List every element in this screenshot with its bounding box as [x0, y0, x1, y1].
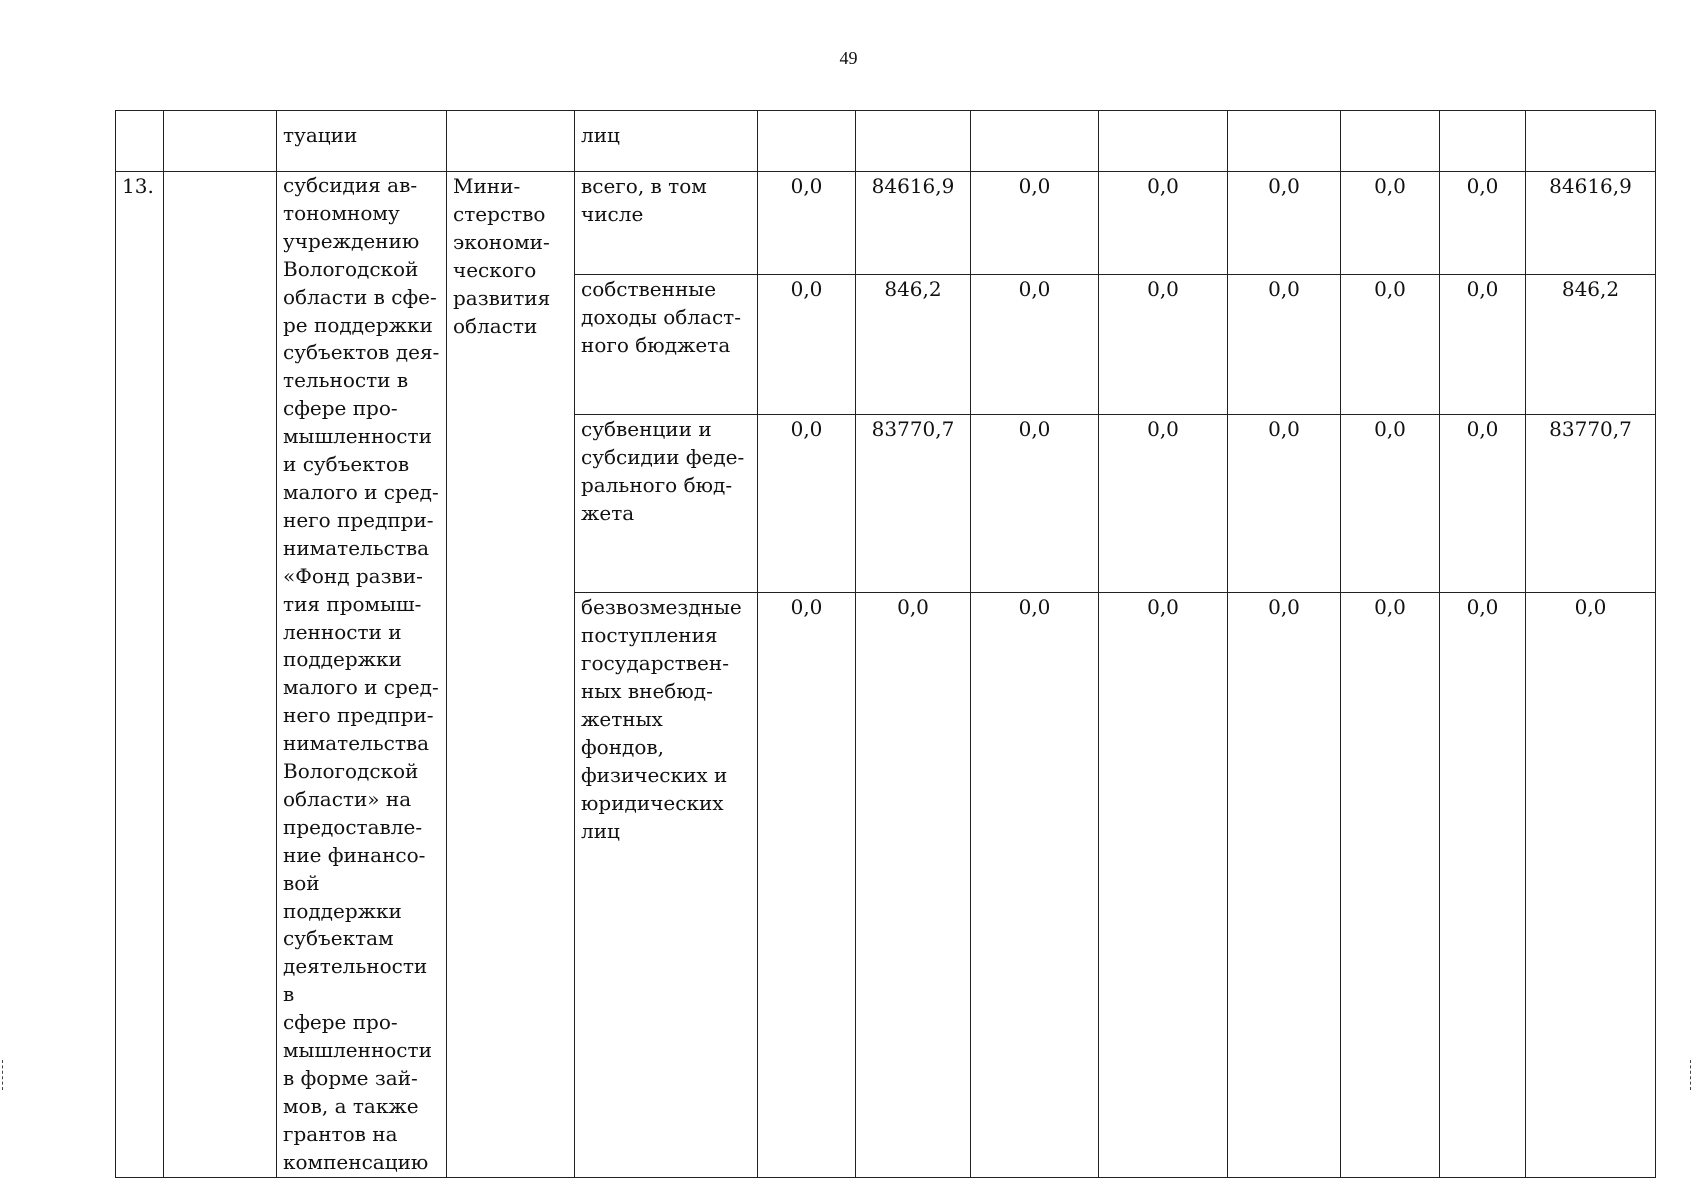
source-line: субсидии феде-: [581, 445, 745, 470]
value-cell: 0,0: [758, 415, 856, 592]
object-name-line: Вологодской: [283, 759, 419, 784]
value-cell: 0,0: [971, 415, 1099, 592]
value-cell: 83770,7: [856, 415, 971, 592]
value-cell: 0,0: [758, 592, 856, 1177]
source-line: собственные: [581, 277, 717, 302]
source-cell: [575, 275, 758, 415]
executor-line: экономи-: [453, 230, 550, 254]
object-name-line: малого и сред-: [283, 675, 439, 700]
value-cell: 0,0: [1228, 415, 1341, 592]
object-name-line: «Фонд разви-: [283, 563, 423, 588]
object-name-line: поддержки: [283, 647, 402, 672]
object-name-line: и субъектов: [283, 452, 410, 477]
executor-line: развития: [453, 286, 551, 310]
cell-empty: [116, 111, 164, 172]
object-name-line: области» на: [283, 786, 412, 811]
object-name-cell: [277, 172, 447, 1178]
source-lines: [581, 415, 751, 527]
source-lines: [581, 593, 751, 845]
source-fragment-cell: лиц: [575, 111, 758, 172]
value-cell: 0,0: [758, 172, 856, 275]
value-cell: 0,0: [1228, 592, 1341, 1177]
source-line: безвозмездные: [581, 594, 742, 619]
row-number-cell: [116, 172, 164, 1178]
object-name-line: малого и сред-: [283, 479, 439, 504]
value-cell: 0,0: [1341, 275, 1440, 415]
object-name-line: грантов на: [283, 1121, 398, 1146]
cell-empty: [1526, 111, 1656, 172]
object-name-line: компенсацию: [283, 1149, 429, 1174]
value-cell: 84616,9: [1526, 172, 1656, 275]
object-name-line: субъектов дея-: [283, 340, 440, 365]
source-line: ных внебюд-: [581, 678, 713, 703]
object-fragment-cell: туации: [277, 111, 447, 172]
cell-empty: [1099, 111, 1228, 172]
source-line: физических и: [581, 762, 728, 787]
value-cell: 0,0: [1526, 592, 1656, 1177]
object-name-line: мов, а также: [283, 1093, 419, 1118]
source-line: субвенции и: [581, 417, 712, 442]
object-name-line: сфере про-: [283, 396, 398, 421]
executor-line: Мини-: [453, 174, 521, 198]
source-line: жетных фондов,: [581, 706, 664, 759]
object-name-lines: [283, 172, 440, 1177]
object-name-line: учреждению: [283, 228, 420, 253]
value-cell: 0,0: [1440, 275, 1526, 415]
object-name-line: субъектам: [283, 926, 394, 951]
value-cell: 0,0: [1099, 275, 1228, 415]
object-name-line: субсидия ав-: [283, 173, 418, 197]
source-line: всего, в том: [581, 174, 707, 198]
executor-lines: [453, 172, 568, 340]
source-line: жета: [581, 501, 635, 526]
value-cell: 0,0: [971, 275, 1099, 415]
value-cell: 0,0: [1341, 172, 1440, 275]
cell-empty: [856, 111, 971, 172]
value-cell: 0,0: [758, 275, 856, 415]
object-name-line: области в сфе-: [283, 284, 437, 309]
object-name-line: Вологодской: [283, 256, 419, 281]
source-line: рального бюд-: [581, 473, 733, 498]
cell-empty: [447, 111, 575, 172]
value-cell: 0,0: [1099, 592, 1228, 1177]
executor-cell: [447, 172, 575, 1178]
cell-empty: [1228, 111, 1341, 172]
value-cell: 0,0: [971, 592, 1099, 1177]
value-cell: 0,0: [1440, 415, 1526, 592]
object-name-line: тономному: [283, 200, 400, 225]
object-name-line: предоставле-: [283, 814, 423, 839]
source-cell: [575, 172, 758, 275]
value-cell: 0,0: [971, 172, 1099, 275]
page-number: 49: [839, 48, 858, 68]
budget-table: [115, 110, 1656, 1178]
cell-empty: [971, 111, 1099, 172]
cell-empty: [164, 172, 277, 1178]
object-name-line: ние финансо-: [283, 842, 426, 867]
value-cell: 846,2: [1526, 275, 1656, 415]
source-line: лиц: [581, 818, 620, 843]
object-name-line: сфере про-: [283, 1010, 398, 1035]
object-name-line: него предпри-: [283, 703, 434, 728]
cell-empty: [1440, 111, 1526, 172]
object-name-line: ленности и: [283, 619, 402, 644]
value-cell: 0,0: [1341, 592, 1440, 1177]
source-lines: [581, 172, 751, 228]
scan-edge-mark: [2, 1060, 4, 1090]
cell-empty: [164, 111, 277, 172]
object-name-line: деятельности в: [283, 954, 428, 1007]
object-name-line: в форме зай-: [283, 1066, 418, 1090]
source-line: юридических: [581, 790, 724, 815]
value-cell: 0,0: [1341, 415, 1440, 592]
source-line: числе: [581, 202, 644, 226]
source-cell: [575, 592, 758, 1177]
value-cell: 0,0: [1099, 172, 1228, 275]
table-row: [116, 172, 1656, 275]
executor-line: ческого: [453, 258, 537, 282]
object-name-line: нимательства: [283, 731, 430, 756]
value-cell: 0,0: [1440, 172, 1526, 275]
value-cell: 0,0: [1099, 415, 1228, 592]
executor-line: стерство: [453, 202, 546, 226]
source-line: ного бюджета: [581, 333, 731, 358]
object-name-line: ре поддержки: [283, 312, 433, 337]
value-cell: 0,0: [856, 592, 971, 1177]
object-name-line: него предпри-: [283, 507, 434, 532]
value-cell: 84616,9: [856, 172, 971, 275]
source-line: доходы област-: [581, 305, 741, 330]
value-cell: 0,0: [1228, 275, 1341, 415]
object-name-line: мышленности: [283, 1038, 432, 1063]
source-cell: [575, 415, 758, 592]
source-lines: [581, 275, 751, 359]
source-line: государствен-: [581, 650, 729, 675]
object-name-line: вой поддержки: [283, 870, 402, 923]
continuation-row: [116, 111, 1656, 172]
object-name-line: тельности в: [283, 368, 409, 393]
value-cell: 846,2: [856, 275, 971, 415]
value-cell: 0,0: [1228, 172, 1341, 275]
value-cell: 83770,7: [1526, 415, 1656, 592]
value-cell: 0,0: [1440, 592, 1526, 1177]
source-line: поступления: [581, 622, 718, 647]
scan-edge-mark: [1690, 1060, 1692, 1090]
row-number: 13.: [122, 174, 154, 198]
cell-empty: [1341, 111, 1440, 172]
cell-empty: [758, 111, 856, 172]
object-name-line: мышленности: [283, 424, 432, 449]
executor-line: области: [453, 314, 538, 338]
object-name-line: тия промыш-: [283, 591, 422, 616]
object-name-line: нимательства: [283, 535, 430, 560]
